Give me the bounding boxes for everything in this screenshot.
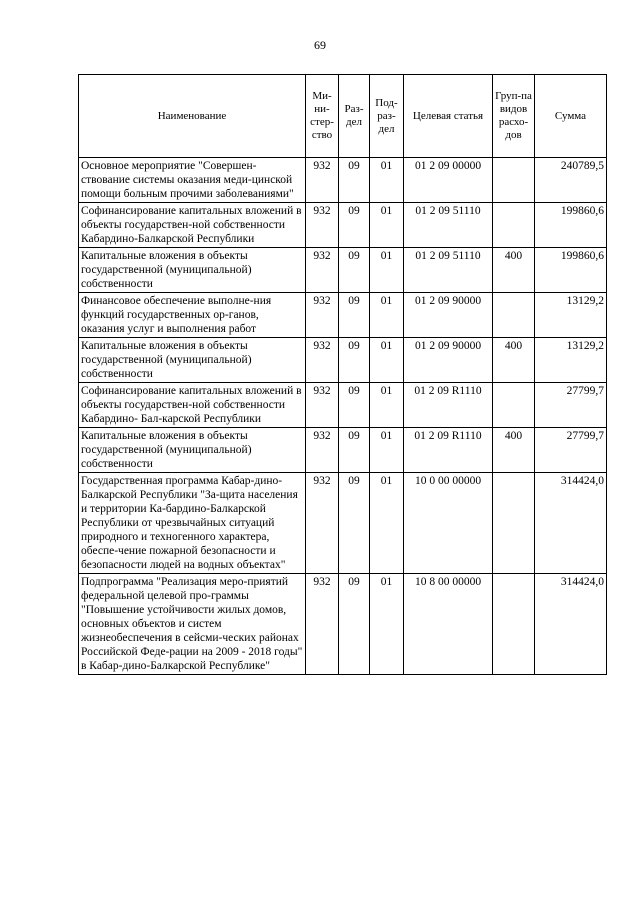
page-number: 69	[314, 38, 326, 52]
cell-target-article: 10 0 00 00000	[404, 473, 493, 574]
cell-target-article: 01 2 09 90000	[404, 293, 493, 338]
cell-sum: 314424,0	[535, 574, 607, 675]
cell-expense-group	[493, 383, 535, 428]
cell-expense-group	[493, 293, 535, 338]
table-header-row	[79, 75, 607, 158]
cell-name: Капитальные вложения в объекты государственной (муниципальной) собственности	[79, 428, 306, 473]
cell-name: Капитальные вложения в объекты государственной (муниципальной) собственности	[79, 338, 306, 383]
table-row	[79, 158, 607, 203]
cell-subsection: 01	[370, 158, 404, 203]
cell-subsection: 01	[370, 293, 404, 338]
cell-section: 09	[339, 203, 370, 248]
cell-ministry: 932	[306, 338, 339, 383]
cell-expense-group	[493, 203, 535, 248]
cell-ministry: 932	[306, 293, 339, 338]
cell-expense-group: 400	[493, 338, 535, 383]
cell-section: 09	[339, 338, 370, 383]
cell-name: Подпрограмма "Реализация меро-приятий федеральной целевой про-граммы "Повышение устойчивости жилых домов, основных объектов и систем жизнеобеспечения в сейсми-ческих районах Российской Феде-рации на 2009 - 2018 годы" в Кабар-дино-Балкарской Республике"	[79, 574, 306, 675]
table-row	[79, 338, 607, 383]
cell-subsection: 01	[370, 574, 404, 675]
cell-section: 09	[339, 383, 370, 428]
cell-target-article: 01 2 09 R1110	[404, 428, 493, 473]
table-row	[79, 203, 607, 248]
cell-name: Финансовое обеспечение выполне-ния функций государственных ор-ганов, оказания услуг и выполнения работ	[79, 293, 306, 338]
cell-target-article: 01 2 09 R1110	[404, 383, 493, 428]
header-subsection: Под-раз-дел	[370, 75, 404, 158]
cell-target-article: 01 2 09 51110	[404, 203, 493, 248]
header-section: Раз-дел	[339, 75, 370, 158]
cell-target-article: 10 8 00 00000	[404, 574, 493, 675]
cell-subsection: 01	[370, 473, 404, 574]
cell-sum: 199860,6	[535, 248, 607, 293]
cell-expense-group: 400	[493, 248, 535, 293]
cell-sum: 199860,6	[535, 203, 607, 248]
cell-ministry: 932	[306, 428, 339, 473]
cell-sum: 240789,5	[535, 158, 607, 203]
cell-expense-group	[493, 574, 535, 675]
cell-ministry: 932	[306, 158, 339, 203]
cell-target-article: 01 2 09 00000	[404, 158, 493, 203]
cell-ministry: 932	[306, 203, 339, 248]
cell-sum: 27799,7	[535, 428, 607, 473]
cell-section: 09	[339, 574, 370, 675]
table-row	[79, 428, 607, 473]
table-row	[79, 293, 607, 338]
cell-ministry: 932	[306, 383, 339, 428]
cell-subsection: 01	[370, 428, 404, 473]
table-row	[79, 574, 607, 675]
cell-section: 09	[339, 248, 370, 293]
cell-name: Капитальные вложения в объекты государственной (муниципальной) собственности	[79, 248, 306, 293]
cell-expense-group	[493, 473, 535, 574]
cell-subsection: 01	[370, 248, 404, 293]
cell-section: 09	[339, 158, 370, 203]
header-expense-group: Груп-па видов расхо-дов	[493, 75, 535, 158]
table-row	[79, 248, 607, 293]
cell-target-article: 01 2 09 51110	[404, 248, 493, 293]
header-ministry: Ми-ни-стер-ство	[306, 75, 339, 158]
header-name: Наименование	[79, 75, 306, 158]
cell-name: Государственная программа Кабар-дино-Балкарской Республики "За-щита населения и территории Ка-бардино-Балкарской Республики от чрезвычайных ситуаций природного и техногенного характера, обеспе-чение пожарной безопасности и безопасности людей на водных объектах"	[79, 473, 306, 574]
budget-table	[78, 74, 607, 675]
cell-expense-group: 400	[493, 428, 535, 473]
header-sum: Сумма	[535, 75, 607, 158]
cell-ministry: 932	[306, 574, 339, 675]
cell-name: Основное мероприятие "Совершен-ствование системы оказания меди-цинской помощи больным прочими заболеваниями"	[79, 158, 306, 203]
header-target-article: Целевая статья	[404, 75, 493, 158]
table-body	[79, 158, 607, 675]
table-row	[79, 473, 607, 574]
cell-subsection: 01	[370, 338, 404, 383]
cell-section: 09	[339, 428, 370, 473]
cell-name: Софинансирование капитальных вложений в объекты государствен-ной собственности Кабардино-Балкарской Республики	[79, 203, 306, 248]
table-row	[79, 383, 607, 428]
cell-target-article: 01 2 09 90000	[404, 338, 493, 383]
cell-sum: 27799,7	[535, 383, 607, 428]
cell-subsection: 01	[370, 203, 404, 248]
cell-section: 09	[339, 473, 370, 574]
cell-name: Софинансирование капитальных вложений в объекты государствен-ной собственности Кабардино- Бал-карской Республики	[79, 383, 306, 428]
cell-expense-group	[493, 158, 535, 203]
cell-ministry: 932	[306, 248, 339, 293]
cell-section: 09	[339, 293, 370, 338]
cell-ministry: 932	[306, 473, 339, 574]
cell-subsection: 01	[370, 383, 404, 428]
cell-sum: 13129,2	[535, 338, 607, 383]
cell-sum: 314424,0	[535, 473, 607, 574]
cell-sum: 13129,2	[535, 293, 607, 338]
